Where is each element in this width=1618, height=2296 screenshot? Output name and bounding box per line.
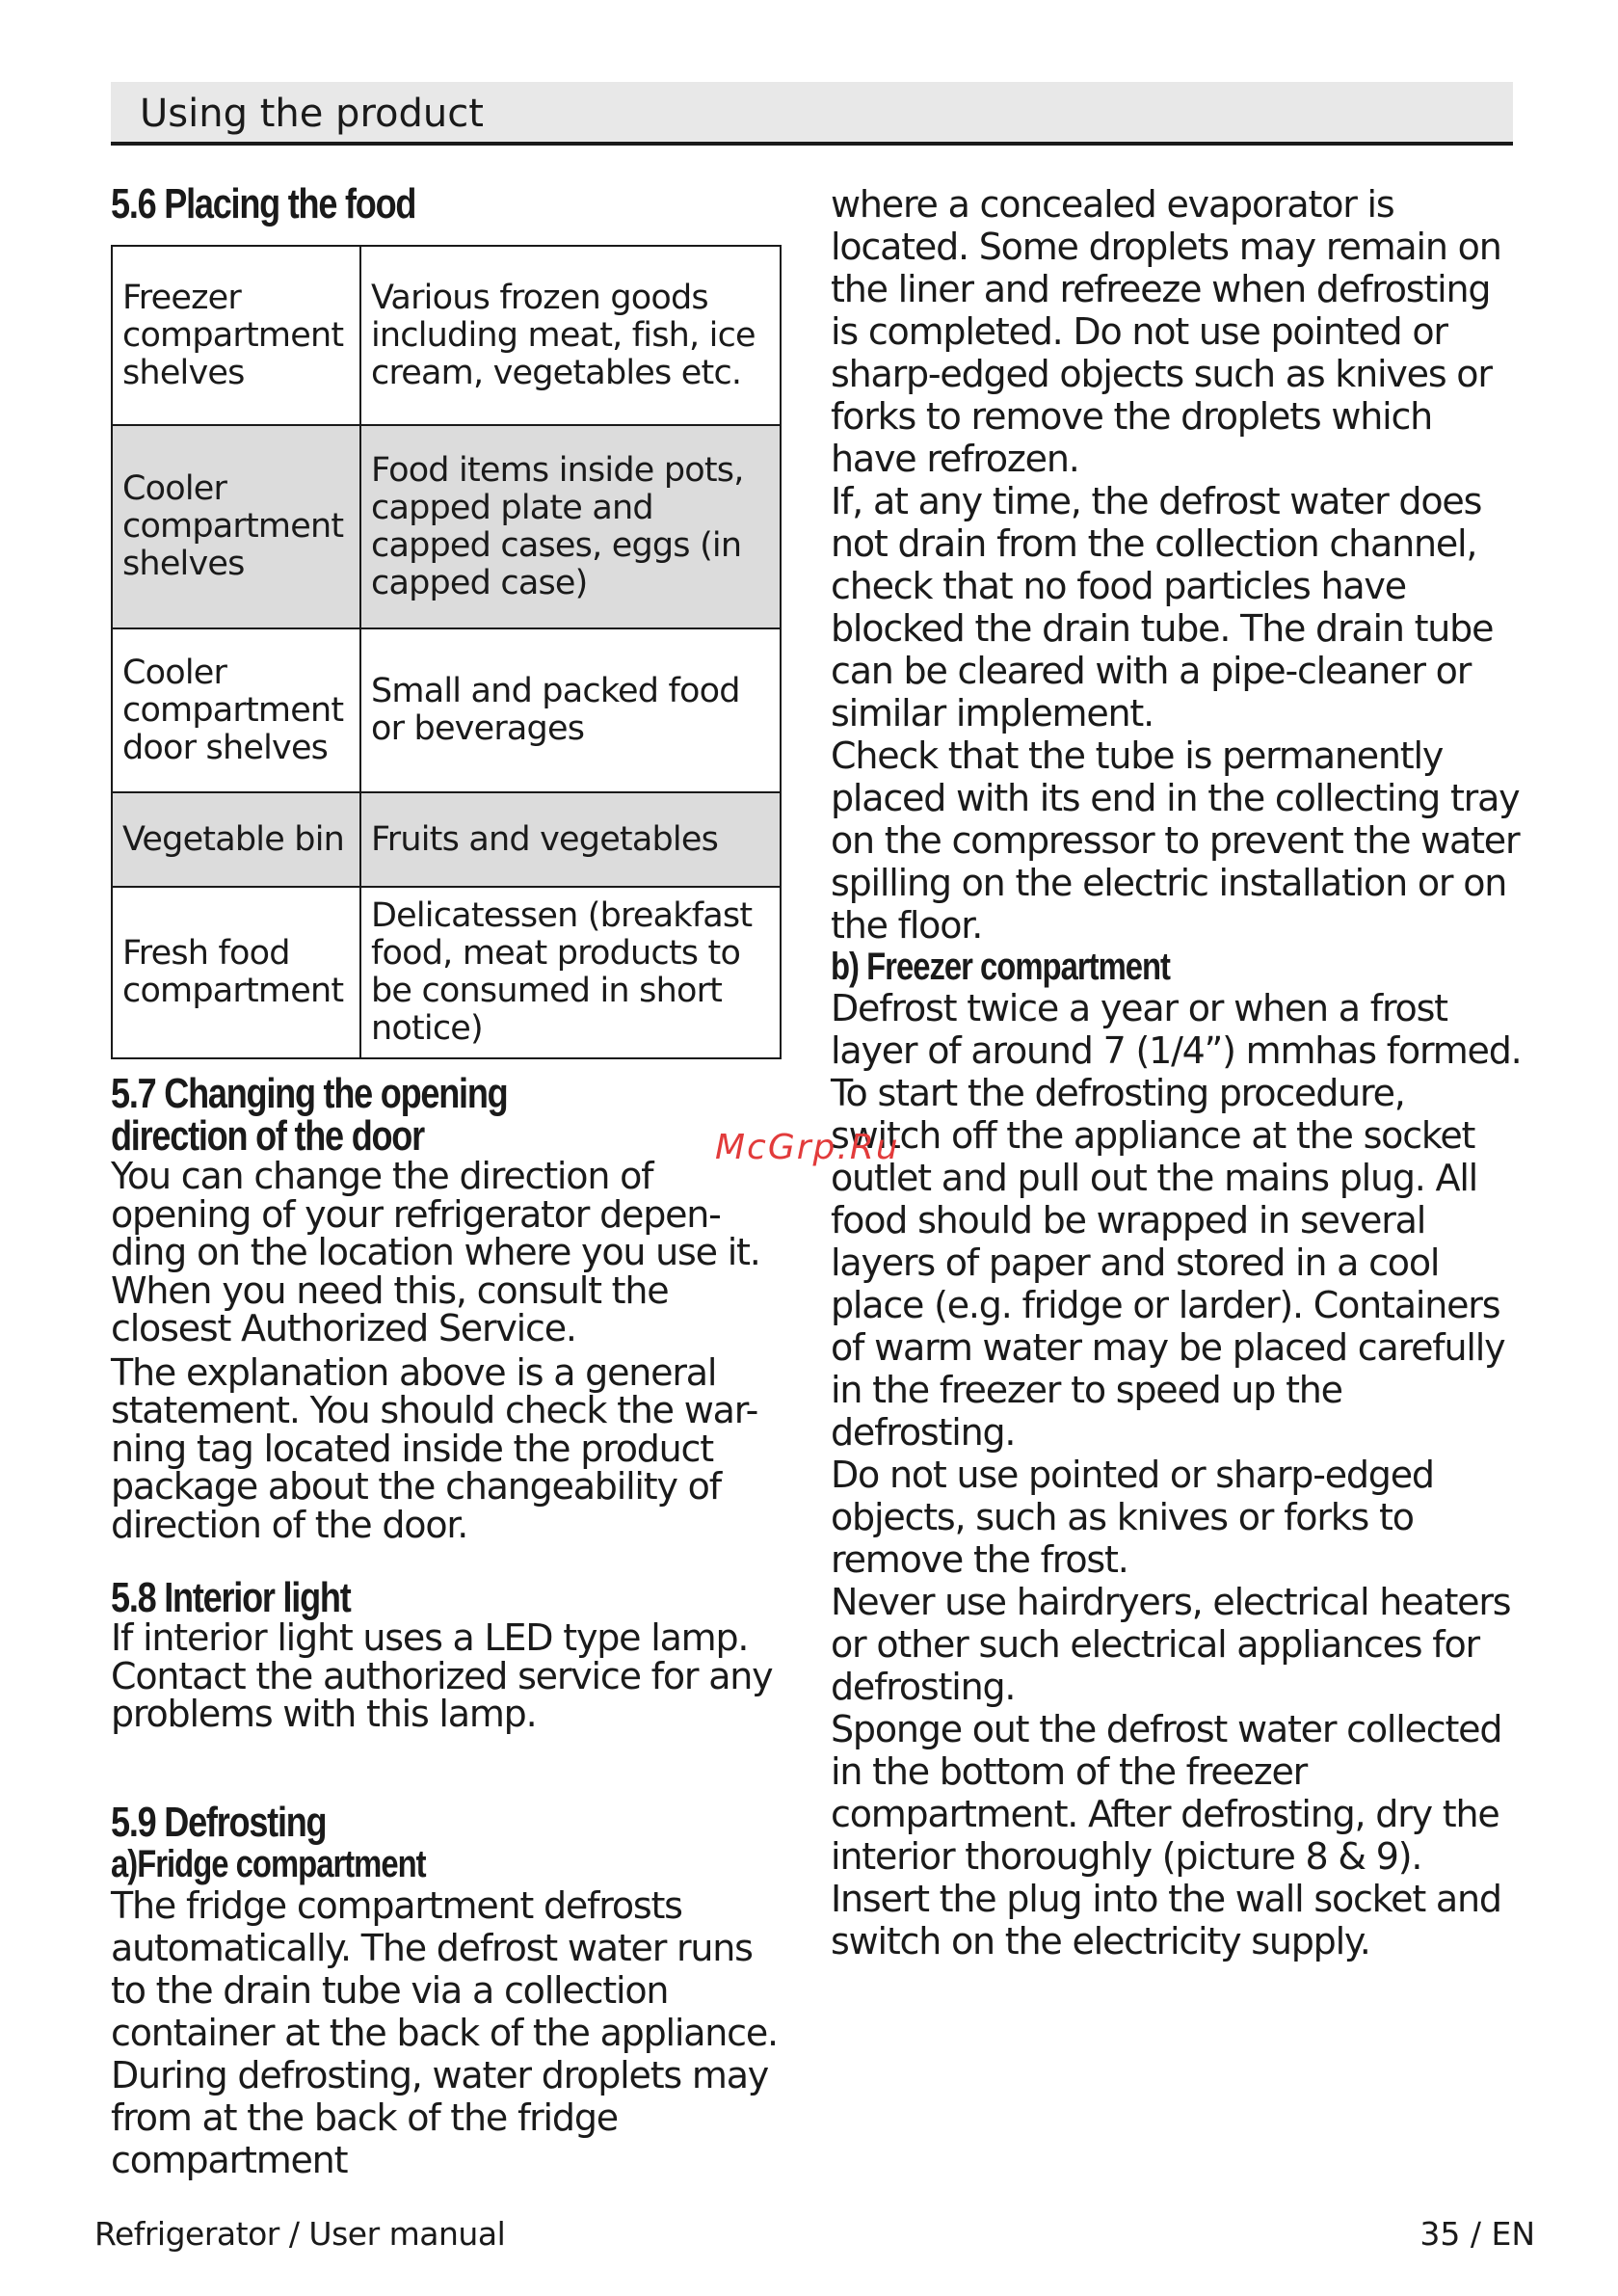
table-cell-food: Fruits and vegetables [360,792,781,887]
table-row [112,887,781,1058]
header-bar [111,82,1513,146]
defrost-paragraph: If, at any time, the defrost water does not drain from the collection channel, check that no food particles have blocked the drain tube. The drain tube can be cleared with a pipe-cleaner or similar implement. [831,480,1494,734]
footer-manual-title: Refrigerator / User manual [94,2215,506,2253]
defrost-paragraph: Do not use pointed or sharp-edged objects, such as knives or forks to remove the frost. [831,1454,1434,1581]
section-5-7-paragraph: The explanation above is a general statement. You should check the war-ning tag located inside the product package about the changeability of direction of the door. [111,1350,758,1546]
food-placement-table [111,245,782,1059]
table-cell-food: Delicatessen (breakfast food, meat products to be consumed in short notice) [360,887,781,1058]
section-5-9-heading: 5.9 Defrosting [111,1798,327,1846]
watermark: McGrp.Ru [715,1128,900,1167]
defrost-paragraph: Defrost twice a year or when a frost layer of around 7 (1/4”) mmhas formed. To start the defrosting procedure, switch off the appliance at the socket outlet and pull out the mains plug. All food should be wrapped in several layers of paper and stored in a cool place (e.g. fridge or larder). Containers of warm water may be placed carefully in the freezer to speed up the defrosting. [831,987,1522,1454]
defrost-paragraph: Never use hairdryers, electrical heaters or other such electrical appliances for defrosting. [831,1581,1511,1708]
section-5-7-heading-cont: direction of the door [111,1112,424,1160]
section-5-7-paragraph: You can change the direction of opening of your refrigerator depen-ding on the location where you use it. When you need this, consult the closest Authorized Service. [111,1155,760,1349]
section-5-8-paragraph: If interior light uses a LED type lamp. Contact the authorized service for any problems with this lamp. [111,1616,773,1735]
table-cell-food: Various frozen goods including meat, fish, ice cream, vegetables etc. [360,246,781,425]
table-cell-place: Freezer compartment shelves [112,246,360,425]
table-cell-place: Fresh food compartment [112,887,360,1058]
table-cell-place: Cooler compartment shelves [112,425,360,628]
left-column [111,180,785,2181]
header-title: Using the product [140,92,484,136]
table-row [112,425,781,628]
table-row [112,628,781,792]
defrost-paragraph: Sponge out the defrost water collected in the bottom of the freezer compartment. After defrosting, dry the interior thoroughly (picture 8 & 9). Insert the plug into the wall socket and switch on the electricity supply. [831,1708,1502,1962]
section-5-6-heading: 5.6 Placing the food [111,180,416,227]
right-column [831,183,1525,1962]
page-number: 35 / EN [1419,2215,1535,2253]
table-cell-place: Vegetable bin [112,792,360,887]
defrost-paragraph: where a concealed evaporator is located. Some droplets may remain on the liner and refreeze when defrosting is completed. Do not use pointed or sharp-edged objects such as knives or forks to remove the droplets which have refrozen. [831,183,1501,480]
table-cell-food: Food items inside pots, capped plate and capped cases, eggs (in capped case) [360,425,781,628]
table-row [112,792,781,887]
fridge-compartment-subheading: a)Fridge compartment [111,1842,426,1885]
table-cell-place: Cooler compartment door shelves [112,628,360,792]
defrost-paragraph: Check that the tube is permanently placed with its end in the collecting tray on the compressor to prevent the water spilling on the electric installation or on the floor. [831,734,1520,947]
section-5-8-heading: 5.8 Interior light [111,1574,351,1621]
section-5-9-paragraph: The fridge compartment defrosts automatically. The defrost water runs to the drain tube via a collection container at the back of the appliance. During defrosting, water droplets may from at the back of the fridge compartment [111,1883,778,2181]
section-5-7-heading: 5.7 Changing the opening [111,1070,508,1117]
table-cell-food: Small and packed food or beverages [360,628,781,792]
table-row [112,246,781,425]
freezer-compartment-subheading: b) Freezer compartment [831,946,1170,988]
